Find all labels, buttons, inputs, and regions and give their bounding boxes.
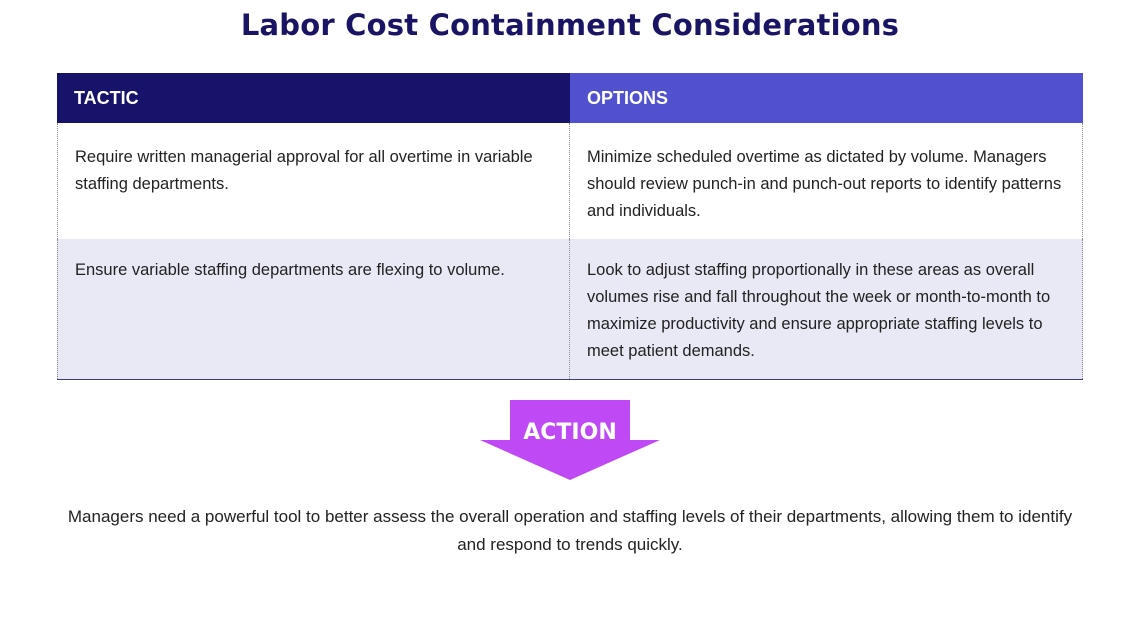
tactic-cell: Ensure variable staffing departments are flexing to volume. xyxy=(57,239,570,379)
table-row xyxy=(57,123,1083,239)
summary-text: Managers need a powerful tool to better assess the overall operation and staffing levels of their departments, allowing them to identify and respond to trends quickly. xyxy=(67,507,1073,554)
header-options: OPTIONS xyxy=(570,73,1083,123)
options-cell: Look to adjust staffing proportionally in these areas as overall volumes rise and fall throughout the week or month-to-month to maximize productivity and ensure appropriate staffing levels to meet patient demands. xyxy=(570,239,1083,379)
page-title: Labor Cost Containment Considerations xyxy=(240,8,900,42)
table-header-row xyxy=(57,73,1083,123)
table-row xyxy=(57,239,1083,379)
considerations-table xyxy=(57,73,1083,380)
action-arrow xyxy=(480,400,660,480)
action-label: ACTION xyxy=(523,420,617,445)
tactic-cell: Require written managerial approval for all overtime in variable staffing departments. xyxy=(57,123,570,239)
header-tactic: TACTIC xyxy=(57,73,570,123)
options-cell: Minimize scheduled overtime as dictated by volume. Managers should review punch-in and punch-out reports to identify patterns and individuals. xyxy=(570,123,1083,239)
